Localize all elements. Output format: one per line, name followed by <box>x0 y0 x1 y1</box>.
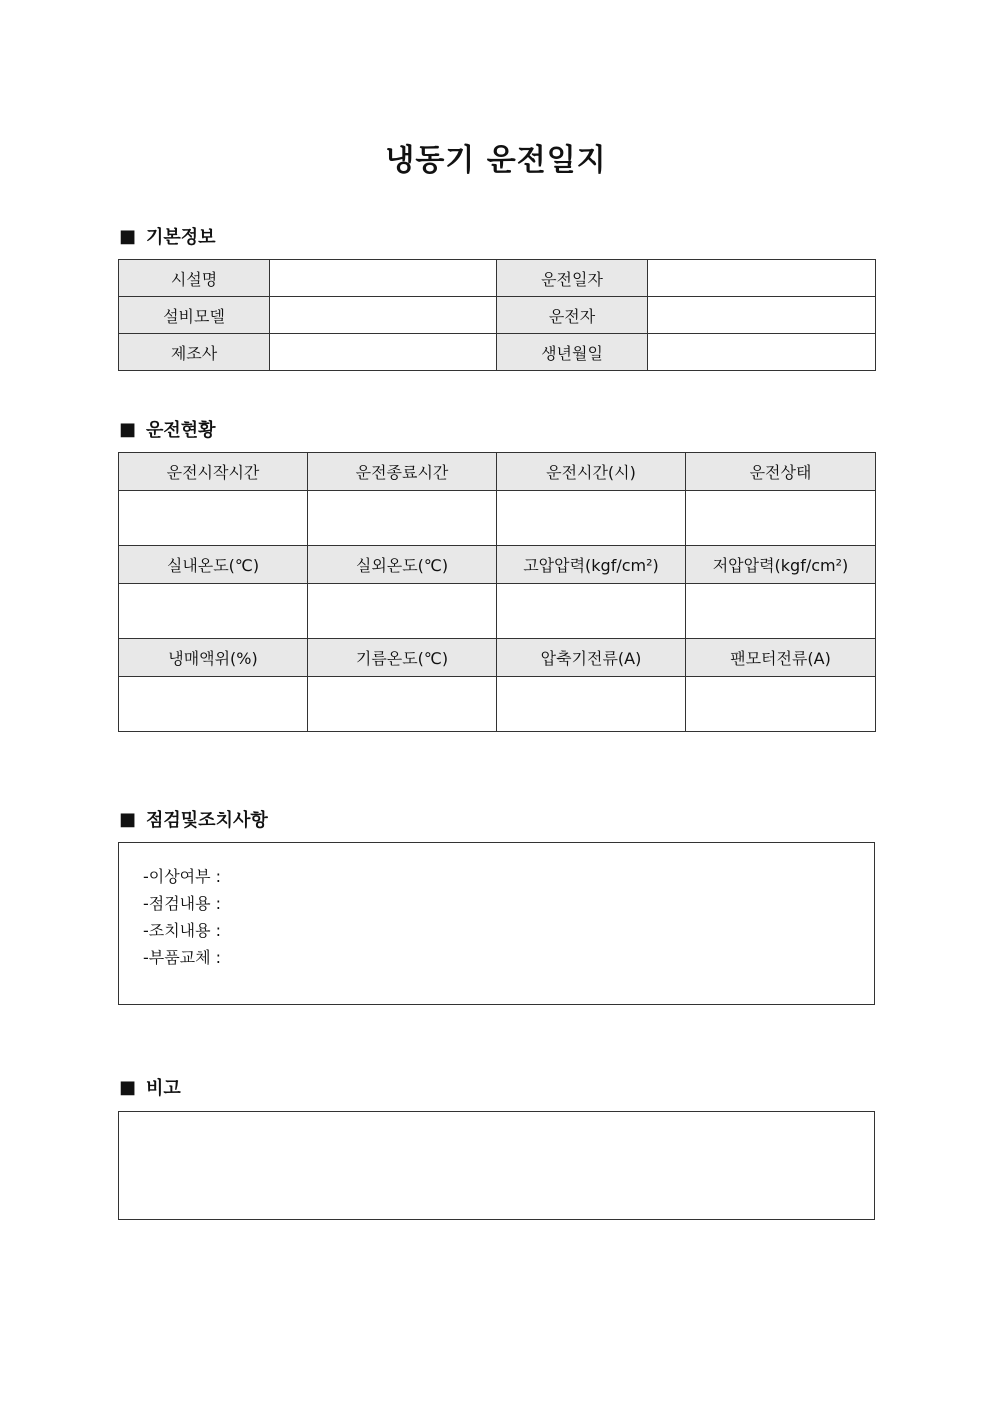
label-manufacturer: 제조사 <box>119 334 270 371</box>
field-operating-state[interactable] <box>686 491 876 546</box>
section-heading-remarks <box>119 1074 181 1100</box>
square-bullet-icon: ■ <box>119 808 137 830</box>
section-heading-basic <box>119 223 216 249</box>
field-start-time[interactable] <box>119 491 308 546</box>
label-outdoor-temp: 실외온도(℃) <box>308 546 497 584</box>
label-high-pressure: 고압압력(kgf/cm²) <box>497 546 686 584</box>
square-bullet-icon: ■ <box>119 1076 137 1098</box>
section-heading-inspection <box>119 806 268 832</box>
label-end-time: 운전종료시간 <box>308 453 497 491</box>
field-facility-name[interactable] <box>270 260 497 297</box>
inspection-box[interactable] <box>118 842 875 1005</box>
section-heading-label: 운전현황 <box>146 420 216 441</box>
field-high-pressure[interactable] <box>497 584 686 639</box>
field-end-time[interactable] <box>308 491 497 546</box>
label-low-pressure: 저압압력(kgf/cm²) <box>686 546 876 584</box>
line-parts-replacement: -부품교체 : <box>143 948 222 967</box>
field-equipment-model[interactable] <box>270 297 497 334</box>
field-oil-temp[interactable] <box>308 677 497 732</box>
section-heading-label: 점검및조치사항 <box>146 810 268 831</box>
field-indoor-temp[interactable] <box>119 584 308 639</box>
table-header-row <box>119 453 876 491</box>
field-fan-motor-current[interactable] <box>686 677 876 732</box>
line-inspection-details: -점검내용 : <box>143 894 222 913</box>
label-refrigerant-level: 냉매액위(%) <box>119 639 308 677</box>
operation-status-table <box>118 452 876 732</box>
label-birth-date: 생년월일 <box>497 334 648 371</box>
field-operation-date[interactable] <box>648 260 876 297</box>
remarks-box[interactable] <box>118 1111 875 1220</box>
square-bullet-icon: ■ <box>119 418 137 440</box>
section-heading-status <box>119 416 216 442</box>
field-manufacturer[interactable] <box>270 334 497 371</box>
field-outdoor-temp[interactable] <box>308 584 497 639</box>
square-bullet-icon: ■ <box>119 225 137 247</box>
basic-info-table <box>118 259 876 371</box>
field-compressor-current[interactable] <box>497 677 686 732</box>
label-operating-state: 운전상태 <box>686 453 876 491</box>
section-heading-label: 비고 <box>146 1078 181 1099</box>
table-row <box>119 297 876 334</box>
table-row <box>119 677 876 732</box>
table-row <box>119 260 876 297</box>
field-operating-hours[interactable] <box>497 491 686 546</box>
line-abnormality: -이상여부 : <box>143 867 222 886</box>
table-row <box>119 334 876 371</box>
label-operator: 운전자 <box>497 297 648 334</box>
table-header-row <box>119 546 876 584</box>
label-start-time: 운전시작시간 <box>119 453 308 491</box>
label-fan-motor-current: 팬모터전류(A) <box>686 639 876 677</box>
field-refrigerant-level[interactable] <box>119 677 308 732</box>
label-compressor-current: 압축기전류(A) <box>497 639 686 677</box>
section-heading-label: 기본정보 <box>146 227 216 248</box>
table-header-row <box>119 639 876 677</box>
field-operator[interactable] <box>648 297 876 334</box>
label-equipment-model: 설비모델 <box>119 297 270 334</box>
table-row <box>119 491 876 546</box>
label-operating-hours: 운전시간(시) <box>497 453 686 491</box>
label-operation-date: 운전일자 <box>497 260 648 297</box>
label-oil-temp: 기름온도(℃) <box>308 639 497 677</box>
label-indoor-temp: 실내온도(℃) <box>119 546 308 584</box>
label-facility-name: 시설명 <box>119 260 270 297</box>
line-action-details: -조치내용 : <box>143 921 222 940</box>
table-row <box>119 584 876 639</box>
field-low-pressure[interactable] <box>686 584 876 639</box>
page-title: 냉동기 운전일지 <box>385 143 607 178</box>
inspection-lines <box>119 843 874 971</box>
field-birth-date[interactable] <box>648 334 876 371</box>
